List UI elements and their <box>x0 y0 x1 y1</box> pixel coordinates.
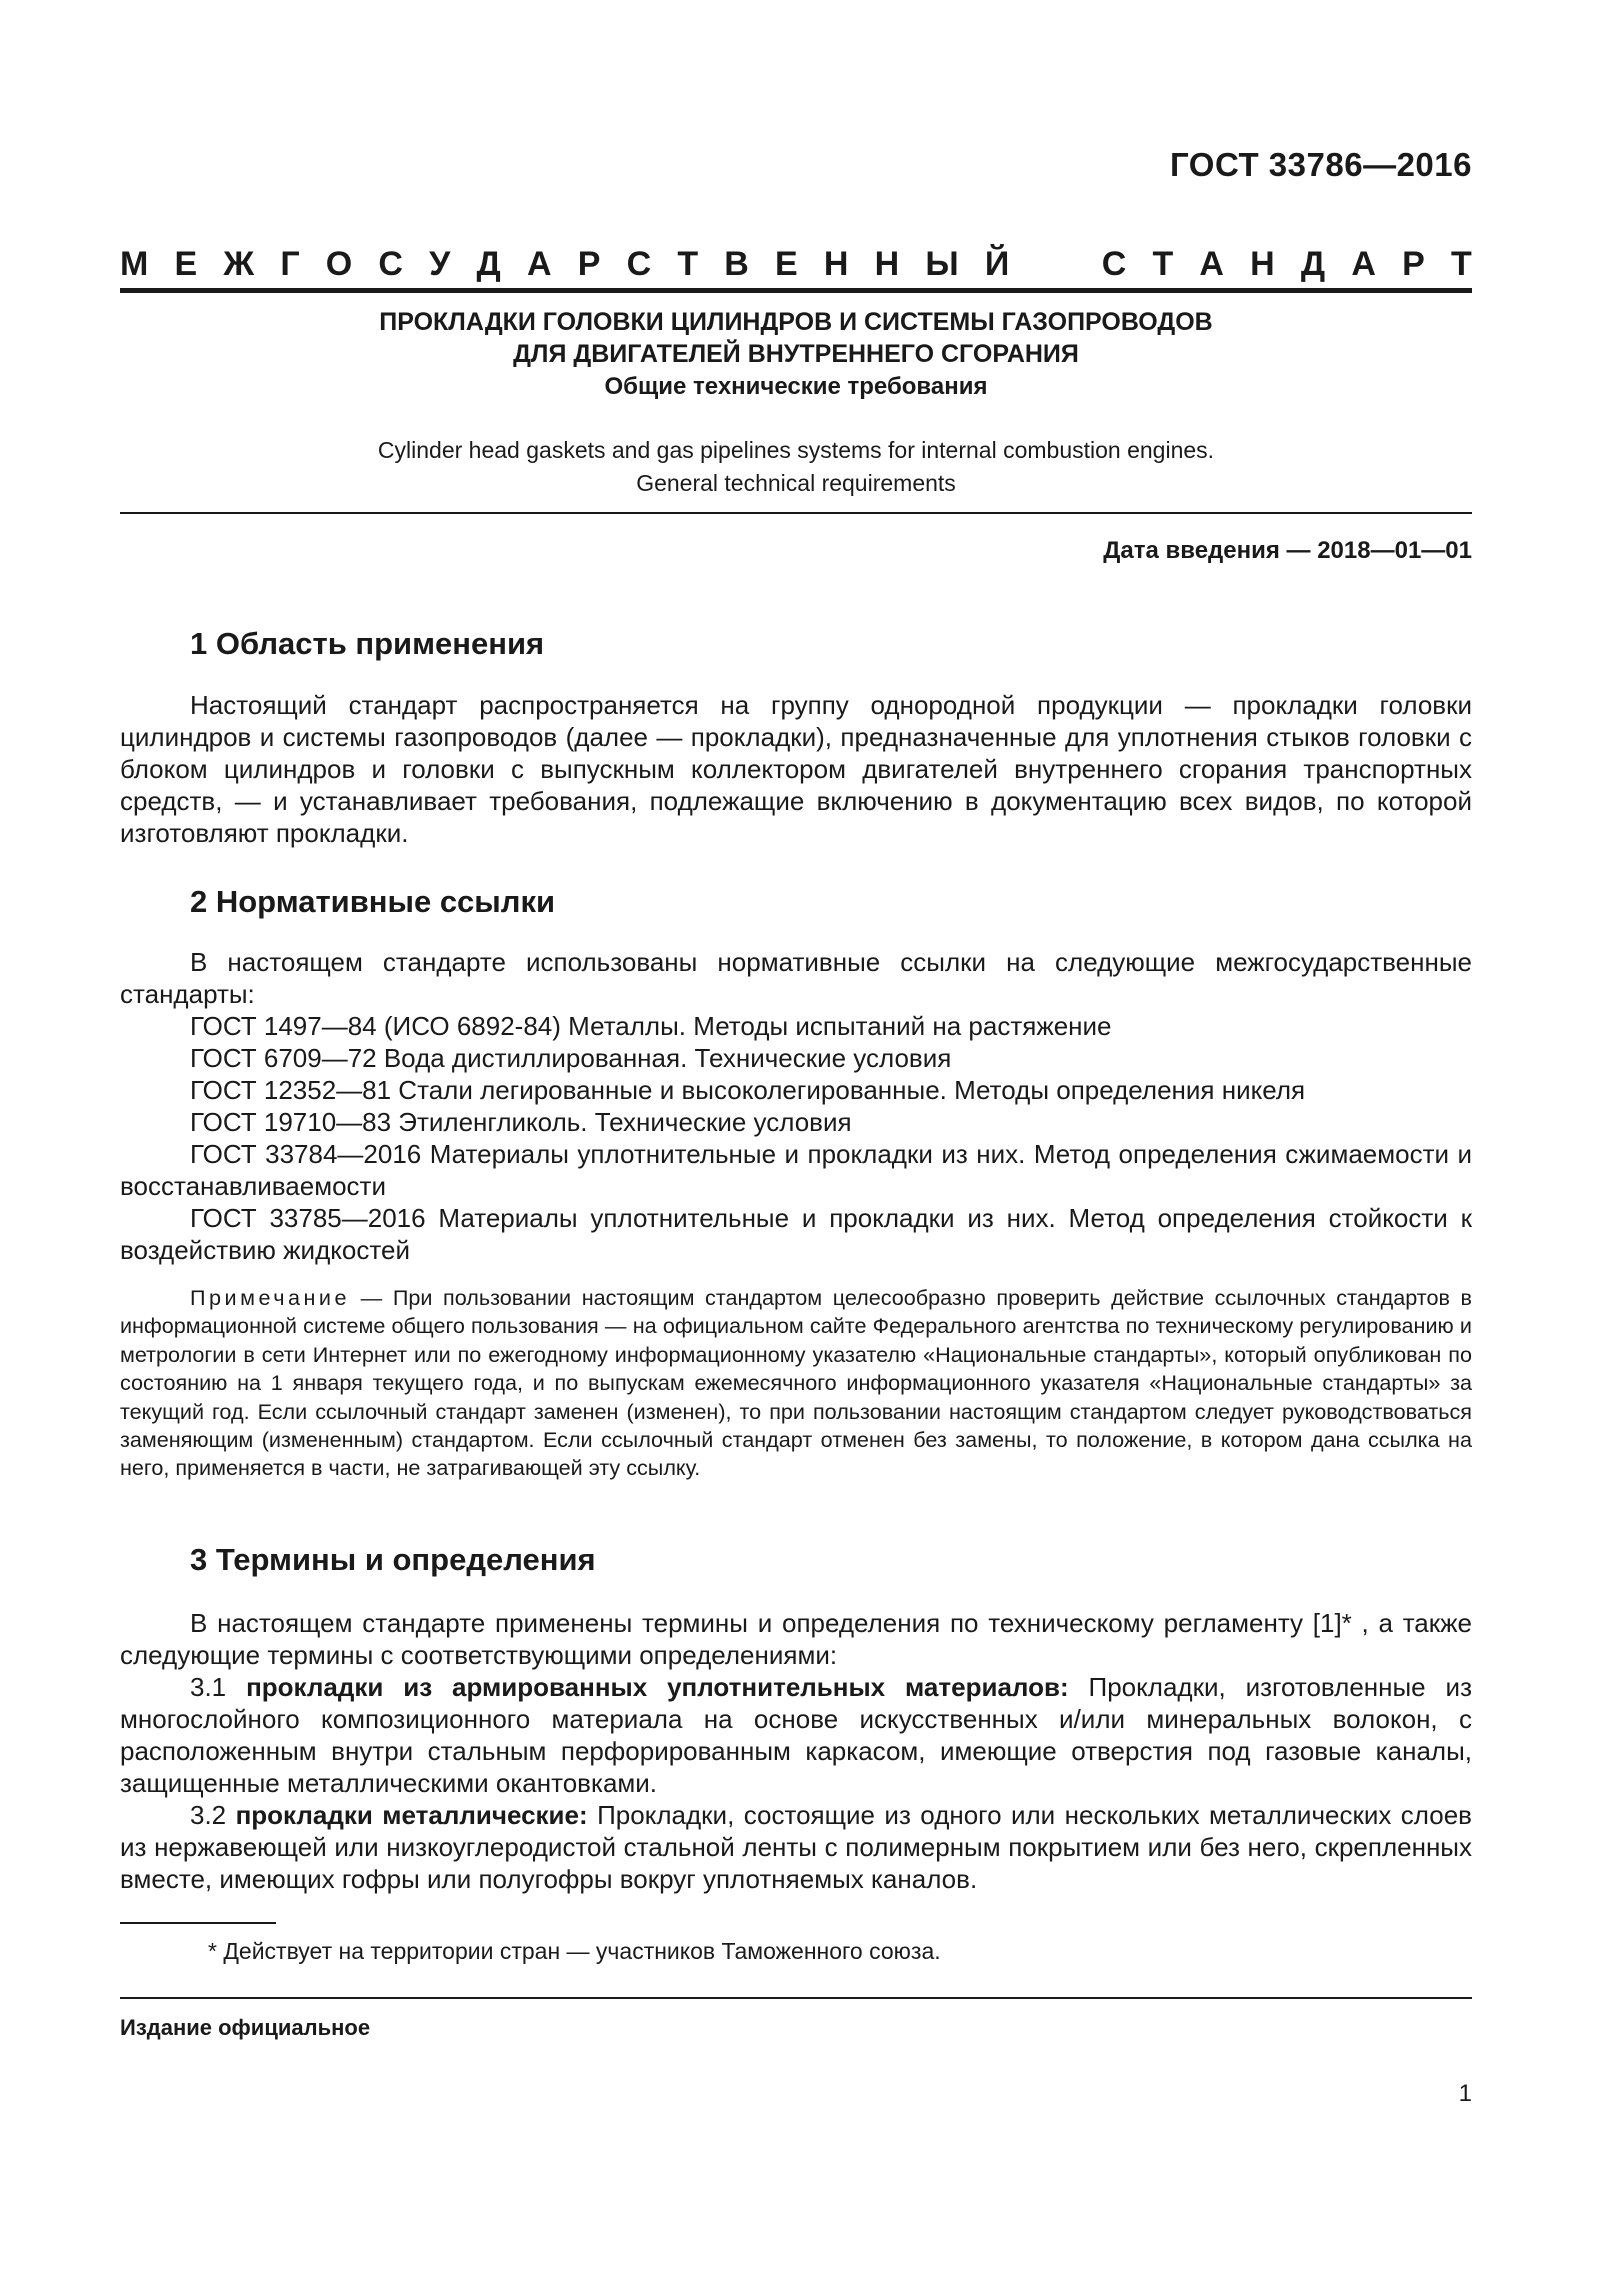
category-letter: Д <box>476 245 501 283</box>
category-letter: В <box>724 245 749 283</box>
category-letter: А <box>1351 245 1376 283</box>
footnote: * Действует на территории стран — участников Таможенного союза. <box>208 1938 941 1964</box>
category-letter: Т <box>1152 245 1174 283</box>
header-rule <box>120 288 1472 293</box>
section-3-text <box>120 1607 1472 1895</box>
category-letter: С <box>378 245 403 283</box>
category-letter: Т <box>677 245 699 283</box>
section-1-heading: 1 Область применения <box>190 626 545 661</box>
category-letter: Е <box>775 245 798 283</box>
category-letter: Ы <box>925 245 959 283</box>
category-letter: М <box>120 245 149 283</box>
reference-item: ГОСТ 12352—81 Стали легированные и высоколегированные. Методы определения никеля <box>190 1075 1306 1105</box>
category-letter: С <box>626 245 652 283</box>
category-letter: Г <box>280 245 300 283</box>
reference-item: ГОСТ 6709—72 Вода дистиллированная. Технические условия <box>190 1043 952 1073</box>
section-3-heading: 3 Термины и определения <box>190 1542 596 1577</box>
category-letter: Н <box>874 245 900 283</box>
section-2-heading: 2 Нормативные ссылки <box>190 884 556 919</box>
standard-category <box>120 244 1472 284</box>
references-intro: В настоящем стандарте использованы нормативные ссылки на следующие межгосударственные стандарты: <box>120 947 1472 1009</box>
title-line-1: ПРОКЛАДКИ ГОЛОВКИ ЦИЛИНДРОВ И СИСТЕМЫ ГАЗОПРОВОДОВ <box>379 308 1213 336</box>
title-line-2: ДЛЯ ДВИГАТЕЛЕЙ ВНУТРЕННЕГО СГОРАНИЯ <box>513 340 1079 368</box>
section-1-text <box>120 689 1472 849</box>
terms-intro: В настоящем стандарте применены термины и определения по техническому регламенту [1]* , а также следующие термины с соответствующими определениями: <box>120 1608 1472 1670</box>
note-text: — При пользовании настоящим стандартом целесообразно проверить действие ссылочных стандартов в информационной системе общего пользования — на официальном сайте Федерального агентства по техническому регулированию и метрологии в сети Интернет или по ежегодному информационному указателю «Национальные стандарты», который опубликован по состоянию на 1 января текущего года, и по выпускам ежемесячного информационного указателя «Национальные стандарты» за текущий год. Если ссылочный стандарт заменен (изменен), то при пользовании настоящим стандартом следует руководствоваться заменяющим (измененным) стандартом. Если ссылочный стандарт отменен без замены, то положение, в котором дана ссылка на него, применяется в части, не затрагивающей эту ссылку. <box>120 1285 1473 1481</box>
gost-number: ГОСТ 33786—2016 <box>1170 146 1472 183</box>
category-letter: С <box>1101 245 1127 283</box>
term-3-1 <box>120 1671 1472 1799</box>
note-label: Примечание <box>190 1285 350 1310</box>
scope-paragraph: Настоящий стандарт распространяется на группу однородной продукции — прокладки головки цилиндров и системы газопроводов (далее — прокладки), предназначенные для уплотнения стыков головки с блоком цилиндров и головки с выпускным коллектором двигателей внутреннего сгорания транспортных средств, — и устанавливает требования, подлежащие включению в документацию всех видов, по которой изготовляют прокладки. <box>120 690 1472 848</box>
category-letter: А <box>526 245 552 283</box>
section-2-text <box>120 946 1472 1266</box>
introduction-date: Дата введения — 2018—01—01 <box>1103 537 1472 564</box>
term-name: прокладки металлические: <box>235 1800 588 1830</box>
english-title-line-1: Cylinder head gaskets and gas pipelines systems for internal combustion engines. <box>377 437 1215 463</box>
category-letter: Й <box>984 245 1010 283</box>
note-paragraph <box>120 1284 1472 1483</box>
page-number: 1 <box>1458 2080 1472 2107</box>
term-3-2 <box>120 1799 1472 1895</box>
category-letter: Е <box>174 245 198 283</box>
term-definition: Прокладки, состоящие из одного или нескольких металлических слоев из нержавеющей или низкоуглеродистой стальной ленты с полимерным покрытием или без него, скрепленных вместе, имеющих гофры или полугофры вокруг уплотняемых каналов. <box>120 1800 1472 1894</box>
category-letter: О <box>325 245 353 283</box>
term-number: 3.2 <box>190 1800 227 1830</box>
category-letter: А <box>1199 245 1224 283</box>
term-number: 3.1 <box>190 1672 227 1702</box>
category-letter: Н <box>823 245 849 283</box>
category-letter: Р <box>1402 245 1425 283</box>
reference-item: ГОСТ 1497—84 (ИСО 6892-84) Металлы. Методы испытаний на растяжение <box>190 1011 1112 1041</box>
category-letter: Н <box>1250 245 1275 283</box>
document-subtitle: Общие технические требования <box>604 373 988 400</box>
bottom-rule <box>120 1997 1472 1999</box>
term-name: прокладки из армированных уплотнительных материалов: <box>246 1672 1069 1702</box>
category-letter: Д <box>1300 245 1326 283</box>
english-title <box>120 434 1472 500</box>
reference-item: ГОСТ 19710—83 Этиленгликоль. Технические условия <box>190 1107 852 1137</box>
edition-label: Издание официальное <box>120 2015 371 2040</box>
reference-item: ГОСТ 33785—2016 Материалы уплотнительные и прокладки из них. Метод определения стойкости к воздействию жидкостей <box>120 1203 1472 1265</box>
term-definition: Прокладки, изготовленные из многослойного композиционного материала на основе искусственных и/или минеральных волокон, с расположенным внутри стальным перфорированным каркасом, имеющие отверстия под газовые каналы, защищенные металлическими окантовками. <box>120 1672 1472 1798</box>
reference-item: ГОСТ 33784—2016 Материалы уплотнительные и прокладки из них. Метод определения сжимаемости и восстанавливаемости <box>120 1139 1472 1201</box>
category-gap <box>1036 244 1076 284</box>
category-letter: Ж <box>223 245 255 283</box>
english-title-line-2: General technical requirements <box>636 470 956 496</box>
category-letter: Р <box>577 245 601 283</box>
footnote-rule <box>120 1922 276 1924</box>
category-letter: Т <box>1450 245 1472 283</box>
category-letter: У <box>429 245 451 283</box>
title-rule <box>120 512 1472 514</box>
document-title <box>120 306 1472 370</box>
